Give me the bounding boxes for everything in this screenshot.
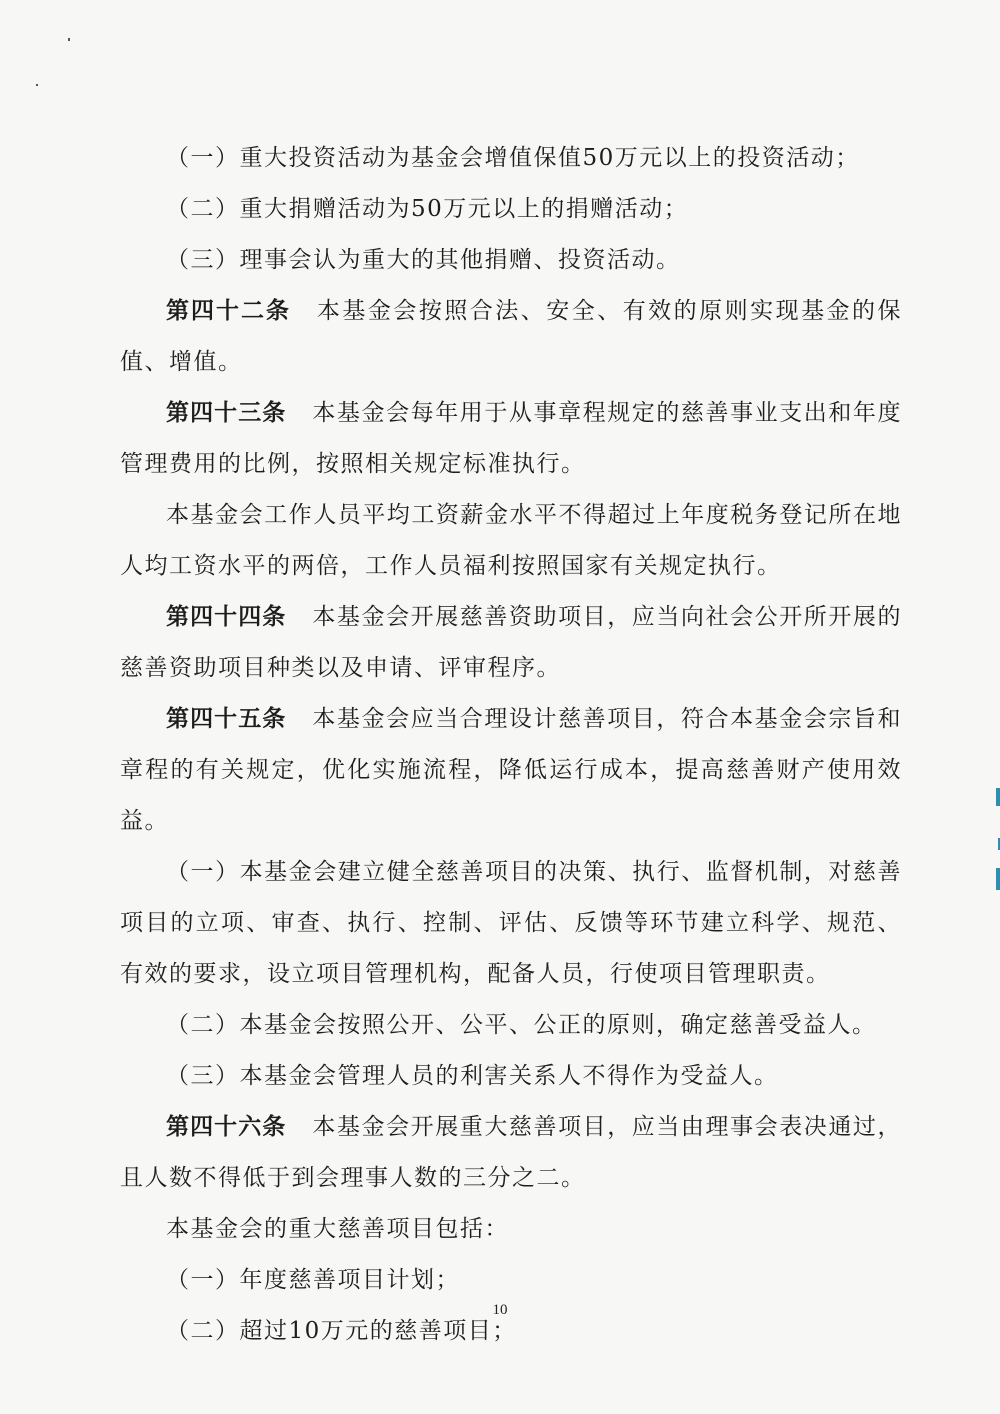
paragraph-text: （一）重大投资活动为基金会增值保值50万元以上的投资活动； bbox=[166, 145, 860, 171]
edge-mark bbox=[996, 788, 1000, 806]
paragraph bbox=[120, 1204, 902, 1255]
paragraph bbox=[120, 1255, 902, 1306]
page-number: 10 bbox=[492, 1302, 508, 1318]
paragraph bbox=[120, 1000, 902, 1051]
paragraph bbox=[120, 592, 902, 694]
article-number: 第四十六条 bbox=[166, 1114, 287, 1140]
paragraph-text: （三）本基金会管理人员的利害关系人不得作为受益人。 bbox=[166, 1063, 779, 1089]
paragraph-text: 本基金会工作人员平均工资薪金水平不得超过上年度税务登记所在地人均工资水平的两倍，工作人员福利按照国家有关规定执行。 bbox=[120, 502, 902, 579]
body-text bbox=[120, 133, 902, 1357]
paragraph-text: （二）本基金会按照公开、公平、公正的原则，确定慈善受益人。 bbox=[166, 1012, 877, 1038]
article-number: 第四十四条 bbox=[166, 604, 287, 630]
paragraph bbox=[120, 286, 902, 388]
paragraph-text: （一）本基金会建立健全慈善项目的决策、执行、监督机制，对慈善项目的立项、审查、执行、控制、评估、反馈等环节建立科学、规范、有效的要求，设立项目管理机构，配备人员，行使项目管理职责。 bbox=[120, 859, 902, 987]
article-number: 第四十二条 bbox=[166, 298, 291, 324]
paragraph-text: 本基金会的重大慈善项目包括： bbox=[166, 1216, 509, 1242]
paragraph-text: 本基金会开展慈善资助项目，应当向社会公开所开展的慈善资助项目种类以及申请、评审程序。 bbox=[120, 604, 903, 681]
paragraph bbox=[120, 133, 902, 184]
article-number: 第四十三条 bbox=[166, 400, 287, 426]
paragraph-text: （三）理事会认为重大的其他捐赠、投资活动。 bbox=[166, 247, 681, 273]
paragraph-text: （二）超过10万元的慈善项目； bbox=[166, 1318, 517, 1344]
paragraph-text: 本基金会开展重大慈善项目，应当由理事会表决通过，且人数不得低于到会理事人数的三分之二。 bbox=[120, 1114, 903, 1191]
paragraph bbox=[120, 184, 902, 235]
paragraph-text: （一）年度慈善项目计划； bbox=[166, 1267, 460, 1293]
paragraph-text: 本基金会按照合法、安全、有效的原则实现基金的保值、增值。 bbox=[120, 298, 903, 375]
scan-speck bbox=[36, 84, 38, 86]
paragraph bbox=[120, 388, 902, 490]
paragraph-text: 本基金会每年用于从事章程规定的慈善事业支出和年度管理费用的比例，按照相关规定标准执行。 bbox=[120, 400, 903, 477]
paragraph bbox=[120, 1051, 902, 1102]
paragraph bbox=[120, 847, 902, 1000]
paragraph-text: 本基金会应当合理设计慈善项目，符合本基金会宗旨和章程的有关规定，优化实施流程，降低运行成本，提高慈善财产使用效益。 bbox=[120, 706, 903, 834]
scan-speck bbox=[68, 38, 70, 41]
paragraph bbox=[120, 235, 902, 286]
paragraph-text: （二）重大捐赠活动为50万元以上的捐赠活动； bbox=[166, 196, 689, 222]
paragraph bbox=[120, 694, 902, 847]
edge-mark bbox=[996, 868, 1000, 890]
article-number: 第四十五条 bbox=[166, 706, 287, 732]
paragraph bbox=[120, 490, 902, 592]
paragraph bbox=[120, 1102, 902, 1204]
